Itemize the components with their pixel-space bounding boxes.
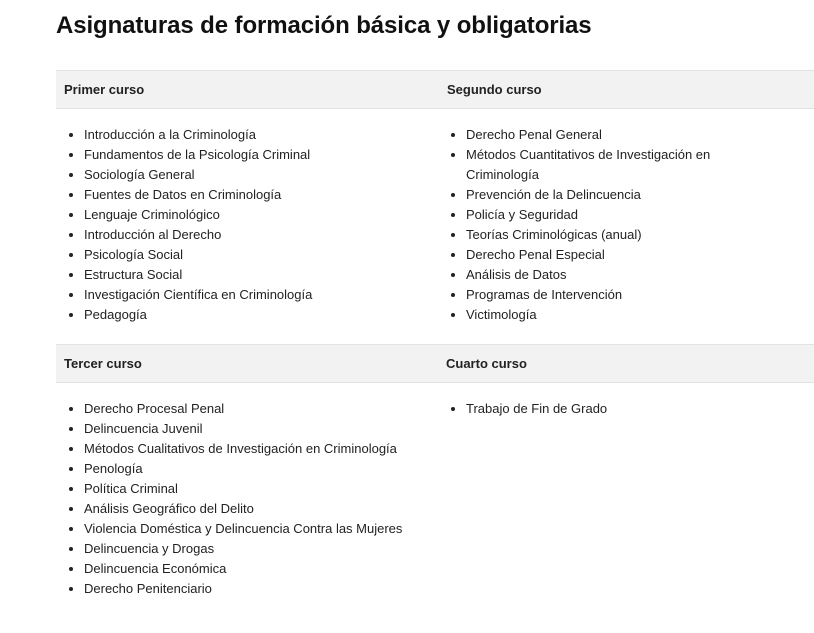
list-item: • Policía y Seguridad [466, 205, 756, 225]
list-item: • Derecho Penitenciario [84, 579, 444, 599]
list-item: • Fuentes de Datos en Criminología [84, 185, 444, 205]
course-list-primer [56, 125, 444, 325]
list-item: • Fundamentos de la Psicología Criminal [84, 145, 444, 165]
list-item: • Prevención de la Delincuencia [466, 185, 756, 205]
course-list-segundo [438, 125, 756, 325]
list-item: • Psicología Social [84, 245, 444, 265]
list-item: • Estructura Social [84, 265, 444, 285]
list-item: • Lenguaje Criminológico [84, 205, 444, 225]
course-heading-segundo: Segundo curso [447, 82, 542, 97]
list-item: • Victimología [466, 305, 756, 325]
list-item: • Análisis Geográfico del Delito [84, 499, 444, 519]
course-heading-cuarto: Cuarto curso [446, 356, 527, 371]
list-item: • Métodos Cualitativos de Investigación en Criminología [84, 439, 444, 459]
list-item: • Introducción al Derecho [84, 225, 444, 245]
course-heading-primer: Primer curso [64, 82, 145, 97]
course-heading-tercer: Tercer curso [64, 356, 142, 371]
list-item: • Derecho Penal Especial [466, 245, 756, 265]
list-item: • Programas de Intervención [466, 285, 756, 305]
list-item: • Derecho Penal General [466, 125, 756, 145]
course-list-cuarto [438, 399, 756, 419]
list-item: • Teorías Criminológicas (anual) [466, 225, 756, 245]
list-item: • Análisis de Datos [466, 265, 756, 285]
list-item: • Sociología General [84, 165, 444, 185]
list-item: • Penología [84, 459, 444, 479]
list-item: • Introducción a la Criminología [84, 125, 444, 145]
list-item: • Trabajo de Fin de Grado [466, 399, 756, 419]
list-item: • Violencia Doméstica y Delincuencia Contra las Mujeres [84, 519, 444, 539]
course-header-row-2 [56, 344, 814, 383]
list-item: • Delincuencia Económica [84, 559, 444, 579]
list-item: • Pedagogía [84, 305, 444, 325]
course-header-row-1 [56, 70, 814, 109]
list-item: • Delincuencia y Drogas [84, 539, 444, 559]
page-title: Asignaturas de formación básica y obligatorias [56, 12, 592, 39]
list-item: • Derecho Procesal Penal [84, 399, 444, 419]
list-item: • Política Criminal [84, 479, 444, 499]
list-item: • Métodos Cuantitativos de Investigación en Criminología [466, 145, 756, 185]
course-list-tercer [56, 399, 444, 599]
list-item: • Investigación Científica en Criminología [84, 285, 444, 305]
list-item: • Delincuencia Juvenil [84, 419, 444, 439]
